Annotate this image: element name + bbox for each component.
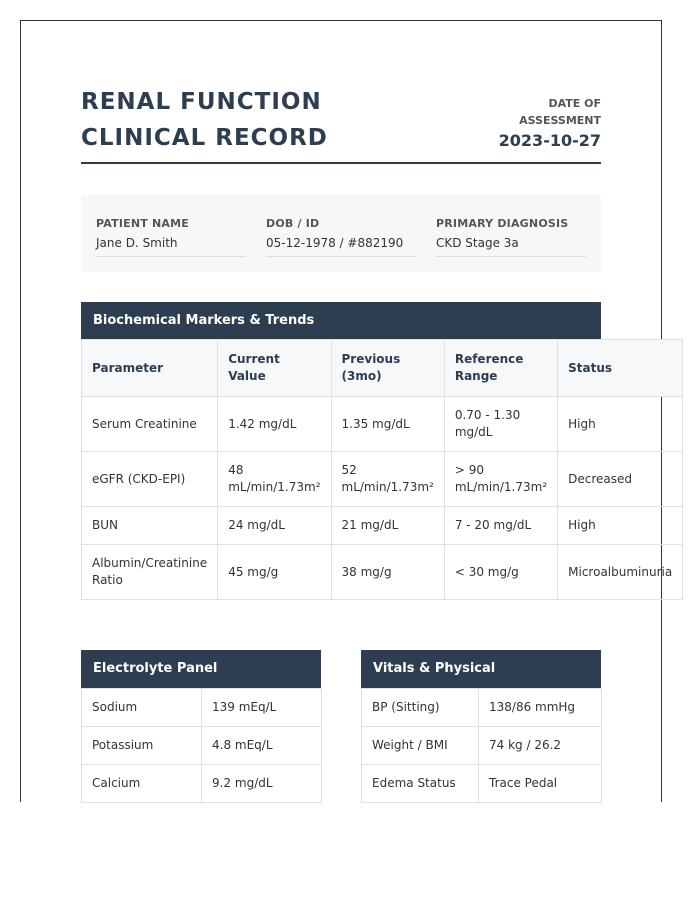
vitals-section-title: Vitals & Physical	[361, 650, 601, 688]
electrolyte-section-title: Electrolyte Panel	[81, 650, 321, 688]
column-header: Previous (3mo)	[331, 340, 444, 397]
patient-info-box	[81, 195, 601, 272]
table-cell: 45 mg/g	[218, 545, 331, 600]
table-cell: Edema Status	[362, 765, 479, 803]
table-row	[82, 507, 683, 545]
electrolyte-table	[81, 688, 322, 803]
page-title: RENAL FUNCTION CLINICAL RECORD	[81, 89, 328, 151]
biochem-section-title: Biochemical Markers & Trends	[81, 302, 601, 340]
table-cell: 48 mL/min/1.73m²	[218, 452, 331, 507]
vitals-table	[361, 688, 602, 803]
table-cell: 1.35 mg/dL	[331, 397, 444, 452]
table-cell: Microalbuminuria	[558, 545, 683, 600]
table-row	[362, 727, 602, 765]
patient-name-field	[96, 217, 246, 257]
table-cell: > 90 mL/min/1.73m²	[444, 452, 557, 507]
table-row	[82, 545, 683, 600]
column-header: Current Value	[218, 340, 331, 397]
table-row	[82, 689, 322, 727]
table-cell: 1.42 mg/dL	[218, 397, 331, 452]
dob-id-field	[266, 217, 416, 257]
table-row	[82, 765, 322, 803]
table-cell: Decreased	[558, 452, 683, 507]
table-header-row	[82, 340, 683, 397]
biochem-table	[81, 339, 683, 600]
diagnosis-value: CKD Stage 3a	[436, 236, 586, 257]
table-cell: High	[558, 397, 683, 452]
table-row	[82, 452, 683, 507]
table-cell: 24 mg/dL	[218, 507, 331, 545]
date-value: 2023-10-27	[498, 131, 601, 150]
table-cell: Calcium	[82, 765, 202, 803]
table-cell: 38 mg/g	[331, 545, 444, 600]
table-cell: 4.8 mEq/L	[202, 727, 322, 765]
table-cell: Albumin/Creatinine Ratio	[82, 545, 218, 600]
table-cell: Serum Creatinine	[82, 397, 218, 452]
column-header: Reference Range	[444, 340, 557, 397]
patient-name-label: PATIENT NAME	[96, 217, 189, 230]
title-divider	[81, 162, 601, 164]
table-cell: 139 mEq/L	[202, 689, 322, 727]
table-row	[362, 765, 602, 803]
table-cell: High	[558, 507, 683, 545]
table-cell: eGFR (CKD-EPI)	[82, 452, 218, 507]
table-cell: 0.70 - 1.30 mg/dL	[444, 397, 557, 452]
table-cell: 21 mg/dL	[331, 507, 444, 545]
table-cell: BUN	[82, 507, 218, 545]
date-label: DATE OF ASSESSMENT	[519, 97, 601, 127]
table-row	[362, 689, 602, 727]
dob-id-label: DOB / ID	[266, 217, 320, 230]
table-cell: < 30 mg/g	[444, 545, 557, 600]
table-cell: 7 - 20 mg/dL	[444, 507, 557, 545]
table-cell: 74 kg / 26.2	[479, 727, 602, 765]
table-cell: 9.2 mg/dL	[202, 765, 322, 803]
table-cell: BP (Sitting)	[362, 689, 479, 727]
dob-id-value: 05-12-1978 / #882190	[266, 236, 416, 257]
diagnosis-field	[436, 217, 586, 257]
table-cell: 138/86 mmHg	[479, 689, 602, 727]
table-row	[82, 727, 322, 765]
table-cell: Trace Pedal	[479, 765, 602, 803]
table-cell: Potassium	[82, 727, 202, 765]
table-cell: 52 mL/min/1.73m²	[331, 452, 444, 507]
patient-name-value: Jane D. Smith	[96, 236, 246, 257]
table-row	[82, 397, 683, 452]
column-header: Parameter	[82, 340, 218, 397]
diagnosis-label: PRIMARY DIAGNOSIS	[436, 217, 569, 230]
column-header: Status	[558, 340, 683, 397]
table-cell: Sodium	[82, 689, 202, 727]
table-cell: Weight / BMI	[362, 727, 479, 765]
